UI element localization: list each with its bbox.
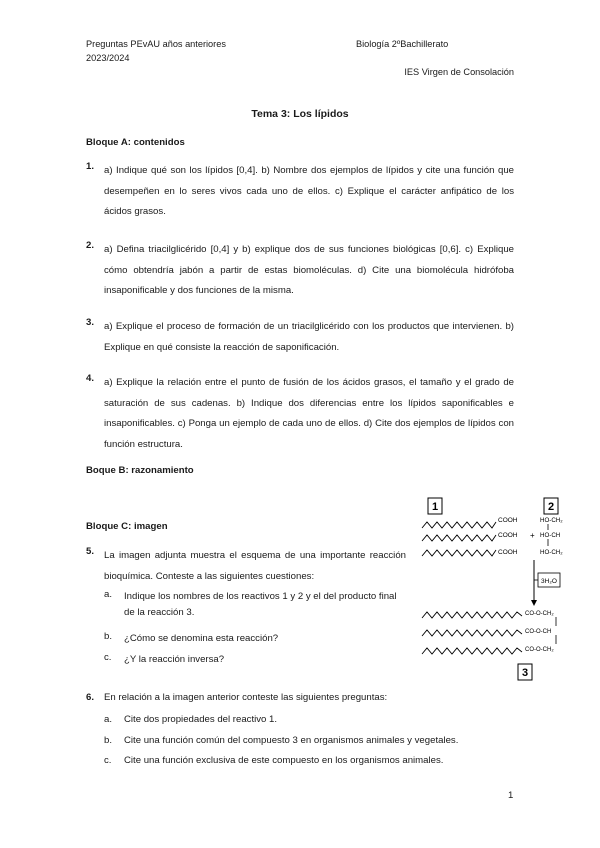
box-1-label: 1 — [431, 501, 439, 513]
ester-line-1: CO-O-CH₂ — [525, 611, 554, 617]
plus-sign: + — [530, 531, 535, 540]
triglyceride-chain-2 — [422, 630, 522, 636]
sub-label: b. — [104, 631, 113, 642]
header-left-line2: 2023/2024 — [86, 53, 130, 63]
esterification-diagram — [418, 494, 590, 684]
arrow-head — [531, 600, 537, 606]
question-1 — [86, 161, 514, 225]
question-text: a) Explique el proceso de formación de un triacilglicérido con los productos que intervienen. b) Explique en qué consiste la reacción de saponificación. — [104, 321, 514, 353]
question-number: 5. — [86, 546, 95, 557]
question-number: 6. — [86, 692, 95, 703]
ester-line-3: CO-O-CH₂ — [525, 647, 554, 653]
sub-label: a. — [104, 714, 113, 725]
sub-text: ¿Y la reacción inversa? — [124, 654, 225, 665]
question-5 — [86, 546, 406, 590]
fatty-acid-chain-1 — [422, 522, 496, 528]
question-2 — [86, 240, 514, 304]
sub-text: Cite dos propiedades del reactivo 1. — [124, 714, 278, 725]
question-number: 1. — [86, 161, 95, 172]
triglyceride-chain-1 — [422, 612, 522, 618]
page-title: Tema 3: Los lípidos — [251, 108, 349, 120]
cooh-label: COOH — [498, 549, 518, 556]
question-text: a) Explique la relación entre el punto de fusión de los ácidos grasos, el tamaño y el grado de saturación de sus cadenas. b) Indique dos diferencias entre los lípidos saponificables e insaponificables. c) Ponga un ejemplo de cada uno de ellos. d) Cite dos ejemplos de lípidos con función estructura. — [104, 377, 514, 450]
question-number: 2. — [86, 240, 95, 251]
sub-text: ¿Cómo se denomina esta reacción? — [124, 633, 279, 644]
question-text: En relación a la imagen anterior conteste las siguientes preguntas: — [104, 692, 388, 703]
question-5-sub-a — [104, 589, 406, 621]
glycerol-line-1: HO-CH₂ — [540, 517, 563, 524]
box-2-label: 2 — [547, 501, 555, 513]
header-right-line1: Biología 2ºBachillerato — [356, 39, 449, 49]
sub-text: Indique los nombres de los reactivos 1 y 2 y el del producto final de la reacción 3. — [124, 591, 397, 618]
question-text: a) Indique qué son los lípidos [0,4]. b) Nombre dos ejemplos de lípidos y cite una función que desempeñen en lo seres vivos cada uno de ellos. c) Explique el carácter anfipático de los ácidos grasos. — [104, 165, 514, 217]
bloque-c-heading: Bloque C: imagen — [86, 521, 168, 532]
fatty-acid-chain-3 — [422, 550, 496, 556]
glycerol-line-3: HO-CH₂ — [540, 549, 563, 556]
sub-text: Cite una función exclusiva de este compuesto en los organismos animales. — [124, 755, 444, 766]
header-right-line2: IES Virgen de Consolación — [404, 67, 514, 77]
sub-label: c. — [104, 755, 112, 766]
ester-line-2: CO-O-CH — [525, 629, 552, 635]
box-3-label: 3 — [521, 667, 529, 679]
triglyceride-chain-3 — [422, 648, 522, 654]
question-6 — [86, 692, 514, 708]
cooh-label: COOH — [498, 517, 518, 524]
glycerol-line-2: HO-CH — [540, 532, 561, 539]
sub-label: c. — [104, 652, 112, 663]
question-text: a) Defina triacilglicérido [0,4] y b) explique dos de sus funciones biológicas [0,6]. c) Explique cómo obtendría jabón a partir de estas biomoléculas. d) Cite una biomolécula hidrófoba insaponificable y dos funciones de la misma. — [104, 244, 514, 296]
sub-text: Cite una función común del compuesto 3 en organismos animales y vegetales. — [124, 735, 459, 746]
header-left-line1: Preguntas PEvAU años anteriores — [86, 39, 226, 49]
question-number: 3. — [86, 317, 95, 328]
page-number: 1 — [508, 790, 514, 801]
sub-label: a. — [104, 589, 113, 600]
bloque-b-heading: Boque B: razonamiento — [86, 465, 194, 476]
sub-label: b. — [104, 735, 113, 746]
fatty-acid-chain-2 — [422, 535, 496, 541]
question-3 — [86, 317, 514, 361]
bloque-a-heading: Bloque A: contenidos — [86, 137, 185, 148]
question-text: La imagen adjunta muestra el esquema de una importante reacción bioquímica. Conteste a las siguientes cuestiones: — [104, 550, 406, 582]
question-4 — [86, 373, 514, 457]
water-label: 3H₂O — [541, 578, 557, 585]
cooh-label: COOH — [498, 532, 518, 539]
question-number: 4. — [86, 373, 95, 384]
